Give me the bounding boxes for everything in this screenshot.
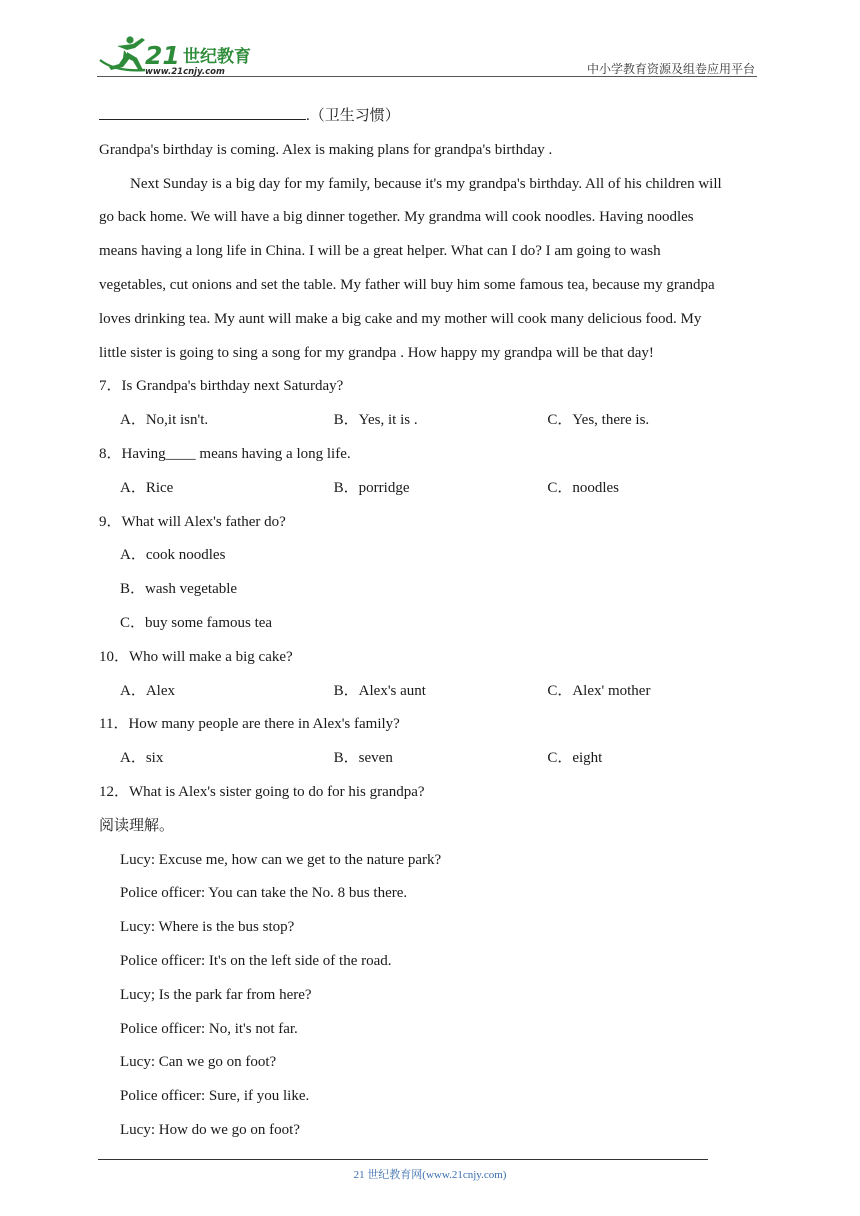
- option-b[interactable]: B．porridge: [333, 479, 410, 496]
- dialogue-line: Lucy; Is the park far from here?: [120, 986, 312, 1003]
- dialogue-line: Police officer: No, it's not far.: [120, 1020, 298, 1037]
- dialogue-line: Police officer: Sure, if you like.: [120, 1088, 310, 1105]
- passage-line: loves drinking tea. My aunt will make a big cake and my mother will cook many delicious food. My: [99, 310, 702, 327]
- option-c[interactable]: C．buy some famous tea: [120, 614, 273, 631]
- passage: [99, 168, 761, 371]
- question-7-options: [99, 404, 761, 438]
- answer-blank[interactable]: [99, 105, 306, 120]
- option-c[interactable]: C．eight: [547, 750, 603, 767]
- option-a[interactable]: A．cook noodles: [120, 547, 226, 564]
- option-a[interactable]: A．Alex: [120, 682, 175, 699]
- page-footer[interactable]: 21 世纪教育网(www.21cnjy.com): [353, 1169, 507, 1181]
- option-a[interactable]: A．six: [120, 750, 164, 767]
- platform-label: 中小学教育资源及组卷应用平台: [586, 62, 755, 76]
- option-a[interactable]: A．No,it isn't.: [120, 412, 209, 429]
- passage-line: go back home. We will have a big dinner together. My grandma will cook noodles. Having noodles: [99, 209, 694, 226]
- question-11: 11．How many people are there in Alex's family?: [99, 716, 400, 733]
- question-9: 9．What will Alex's father do?: [99, 513, 286, 530]
- option-b[interactable]: B．wash vegetable: [120, 581, 238, 598]
- document-body: [99, 100, 761, 1148]
- option-b[interactable]: B．seven: [333, 750, 393, 767]
- dialogue-line: Police officer: It's on the left side of the road.: [120, 952, 392, 969]
- dialogue-line: Lucy: Excuse me, how can we get to the nature park?: [120, 851, 442, 868]
- question-10-options: [99, 675, 761, 709]
- passage-line: means having a long life in China. I will be a great helper. What can I do? I am going to wash: [99, 243, 661, 260]
- question-8-options: [99, 472, 761, 506]
- option-c[interactable]: C．Yes, there is.: [547, 412, 650, 429]
- site-logo: [97, 34, 267, 78]
- header-divider: [97, 76, 757, 77]
- fill-in-suffix: .（卫生习惯）: [306, 108, 400, 124]
- section-title: 阅读理解。: [99, 817, 175, 834]
- option-c[interactable]: C．Alex' mother: [547, 682, 651, 699]
- question-7: 7．Is Grandpa's birthday next Saturday?: [99, 378, 344, 395]
- passage-line: vegetables, cut onions and set the table. My father will buy him some famous tea, because my grandpa: [99, 276, 715, 293]
- passage-line: Next Sunday is a big day for my family, because it's my grandpa's birthday. All of his children will: [130, 175, 722, 192]
- dialogue: [99, 844, 761, 1148]
- question-8: 8．Having____ means having a long life.: [99, 445, 351, 462]
- svg-text:世纪教育: 世纪教育: [183, 47, 251, 67]
- option-b[interactable]: B．Alex's aunt: [333, 682, 426, 699]
- option-b[interactable]: B．Yes, it is .: [333, 412, 418, 429]
- dialogue-line: Lucy: Where is the bus stop?: [120, 919, 295, 936]
- dialogue-line: Police officer: You can take the No. 8 bus there.: [120, 885, 408, 902]
- footer-divider: [98, 1159, 708, 1160]
- dialogue-line: Lucy: Can we go on foot?: [120, 1054, 277, 1071]
- option-a[interactable]: A．Rice: [120, 479, 174, 496]
- option-c[interactable]: C．noodles: [547, 479, 620, 496]
- dialogue-line: Lucy: How do we go on foot?: [120, 1121, 300, 1138]
- page-header: [97, 34, 757, 78]
- svg-text:www.21cnjy.com: www.21cnjy.com: [145, 67, 225, 77]
- question-10: 10．Who will make a big cake?: [99, 648, 293, 665]
- passage-line: little sister is going to sing a song for my grandpa . How happy my grandpa will be that day!: [99, 344, 654, 361]
- svg-text:21: 21: [145, 41, 180, 70]
- passage-intro: Grandpa's birthday is coming. Alex is making plans for grandpa's birthday .: [99, 141, 553, 158]
- question-11-options: [99, 742, 761, 776]
- fill-in-line: [99, 100, 761, 134]
- question-12: 12．What is Alex's sister going to do for his grandpa?: [99, 783, 425, 800]
